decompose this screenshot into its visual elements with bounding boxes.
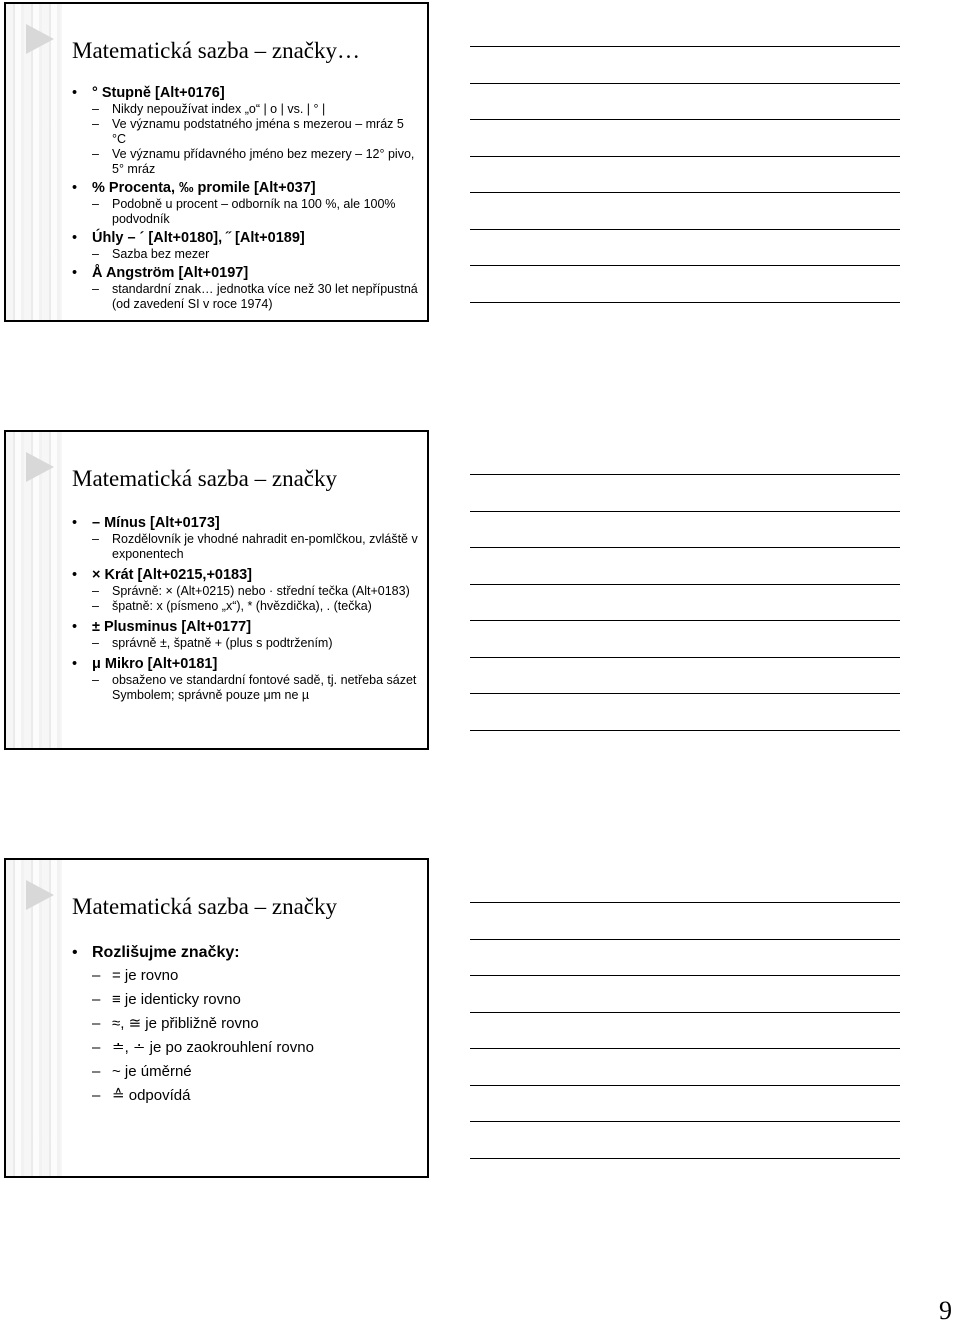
note-line: [470, 1012, 900, 1013]
bullet-item: • μ Mikro [Alt+0181]: [72, 656, 218, 672]
arrow-icon: [26, 24, 54, 54]
note-line: [470, 474, 900, 475]
note-line: [470, 620, 900, 621]
sub-item: – Sazba bez mezer: [92, 247, 210, 261]
page-number: 9: [939, 1296, 952, 1325]
notes-lines-1: [470, 46, 900, 338]
note-line: [470, 584, 900, 585]
arrow-icon: [26, 880, 54, 910]
slide-3: [4, 858, 429, 1178]
arrow-icon: [26, 452, 54, 482]
note-line: [470, 46, 900, 47]
sub-item: – Ve významu podstatného jména s mezerou – mráz 5 °C: [92, 117, 404, 146]
sub-item: – správně ±, špatně + (plus s podtržením): [92, 636, 333, 650]
sub-item: – Ve významu přídavného jméno bez mezery – 12° pivo, 5° mráz: [92, 147, 415, 176]
bullet-item: • % Procenta, ‰ promile [Alt+037]: [72, 180, 316, 196]
note-line: [470, 119, 900, 120]
note-line: [470, 693, 900, 694]
slide-2: [4, 430, 429, 750]
note-line: [470, 730, 900, 731]
note-line: [470, 547, 900, 548]
bullet-item: • Å Angström [Alt+0197]: [72, 265, 249, 281]
slide-1: [4, 2, 429, 322]
note-line: [470, 302, 900, 303]
slide-title: Matematická sazba – značky: [72, 894, 338, 919]
sub-item: – = je rovno: [92, 967, 179, 984]
slide-title: Matematická sazba – značky: [72, 466, 338, 491]
note-line: [470, 1158, 900, 1159]
note-line: [470, 939, 900, 940]
sub-item: – Správně: × (Alt+0215) nebo · střední tečka (Alt+0183): [92, 584, 410, 598]
sub-item: – ≐, ∸ je po zaokrouhlení rovno: [92, 1039, 314, 1056]
note-line: [470, 1121, 900, 1122]
note-line: [470, 1048, 900, 1049]
sub-item: – Podobně u procent – odborník na 100 %, ale 100% podvodník: [92, 197, 396, 226]
sub-item: – ≙ odpovídá: [92, 1087, 191, 1104]
sub-item: – ≡ je identicky rovno: [92, 991, 241, 1008]
note-line: [470, 657, 900, 658]
sub-item: – Rozdělovník je vhodné nahradit en-pomlčkou, zvláště v exponentech: [92, 532, 418, 561]
note-line: [470, 192, 900, 193]
note-line: [470, 265, 900, 266]
slide-body: [68, 82, 421, 312]
sub-item: – obsaženo ve standardní fontové sadě, tj. netřeba sázet Symbolem; správně pouze μm ne µ: [92, 673, 417, 702]
bullet-item: • × Krát [Alt+0215,+0183]: [72, 567, 252, 583]
bullet-item: • Úhly – ´ [Alt+0180], ˝ [Alt+0189]: [72, 230, 305, 246]
notes-lines-3: [470, 902, 900, 1194]
slide-title: Matematická sazba – značky…: [72, 38, 361, 63]
bullet-item: • – Mínus [Alt+0173]: [72, 515, 220, 531]
bullet-item: • ± Plusminus [Alt+0177]: [72, 619, 252, 635]
bullet-item: • ° Stupně [Alt+0176]: [72, 85, 225, 101]
note-line: [470, 1085, 900, 1086]
slide-body: [68, 940, 421, 1108]
note-line: [470, 902, 900, 903]
sub-item: – standardní znak… jednotka více než 30 let nepřípustná (od zavedení SI v roce 1974): [92, 282, 418, 311]
note-line: [470, 511, 900, 512]
note-line: [470, 975, 900, 976]
notes-lines-2: [470, 474, 900, 766]
sub-item: – ≈, ≅ je přibližně rovno: [92, 1015, 259, 1032]
bullet-item: • Rozlišujme značky:: [72, 944, 240, 961]
sub-item: – Nikdy nepoužívat index „o“ | o | vs. | ° |: [92, 102, 326, 116]
note-line: [470, 229, 900, 230]
sub-item: – ~ je úměrné: [92, 1063, 192, 1080]
note-line: [470, 83, 900, 84]
note-line: [470, 156, 900, 157]
slide-body: [68, 512, 421, 703]
sub-item: – špatně: x (písmeno „x“), * (hvězdička), . (tečka): [92, 599, 372, 613]
